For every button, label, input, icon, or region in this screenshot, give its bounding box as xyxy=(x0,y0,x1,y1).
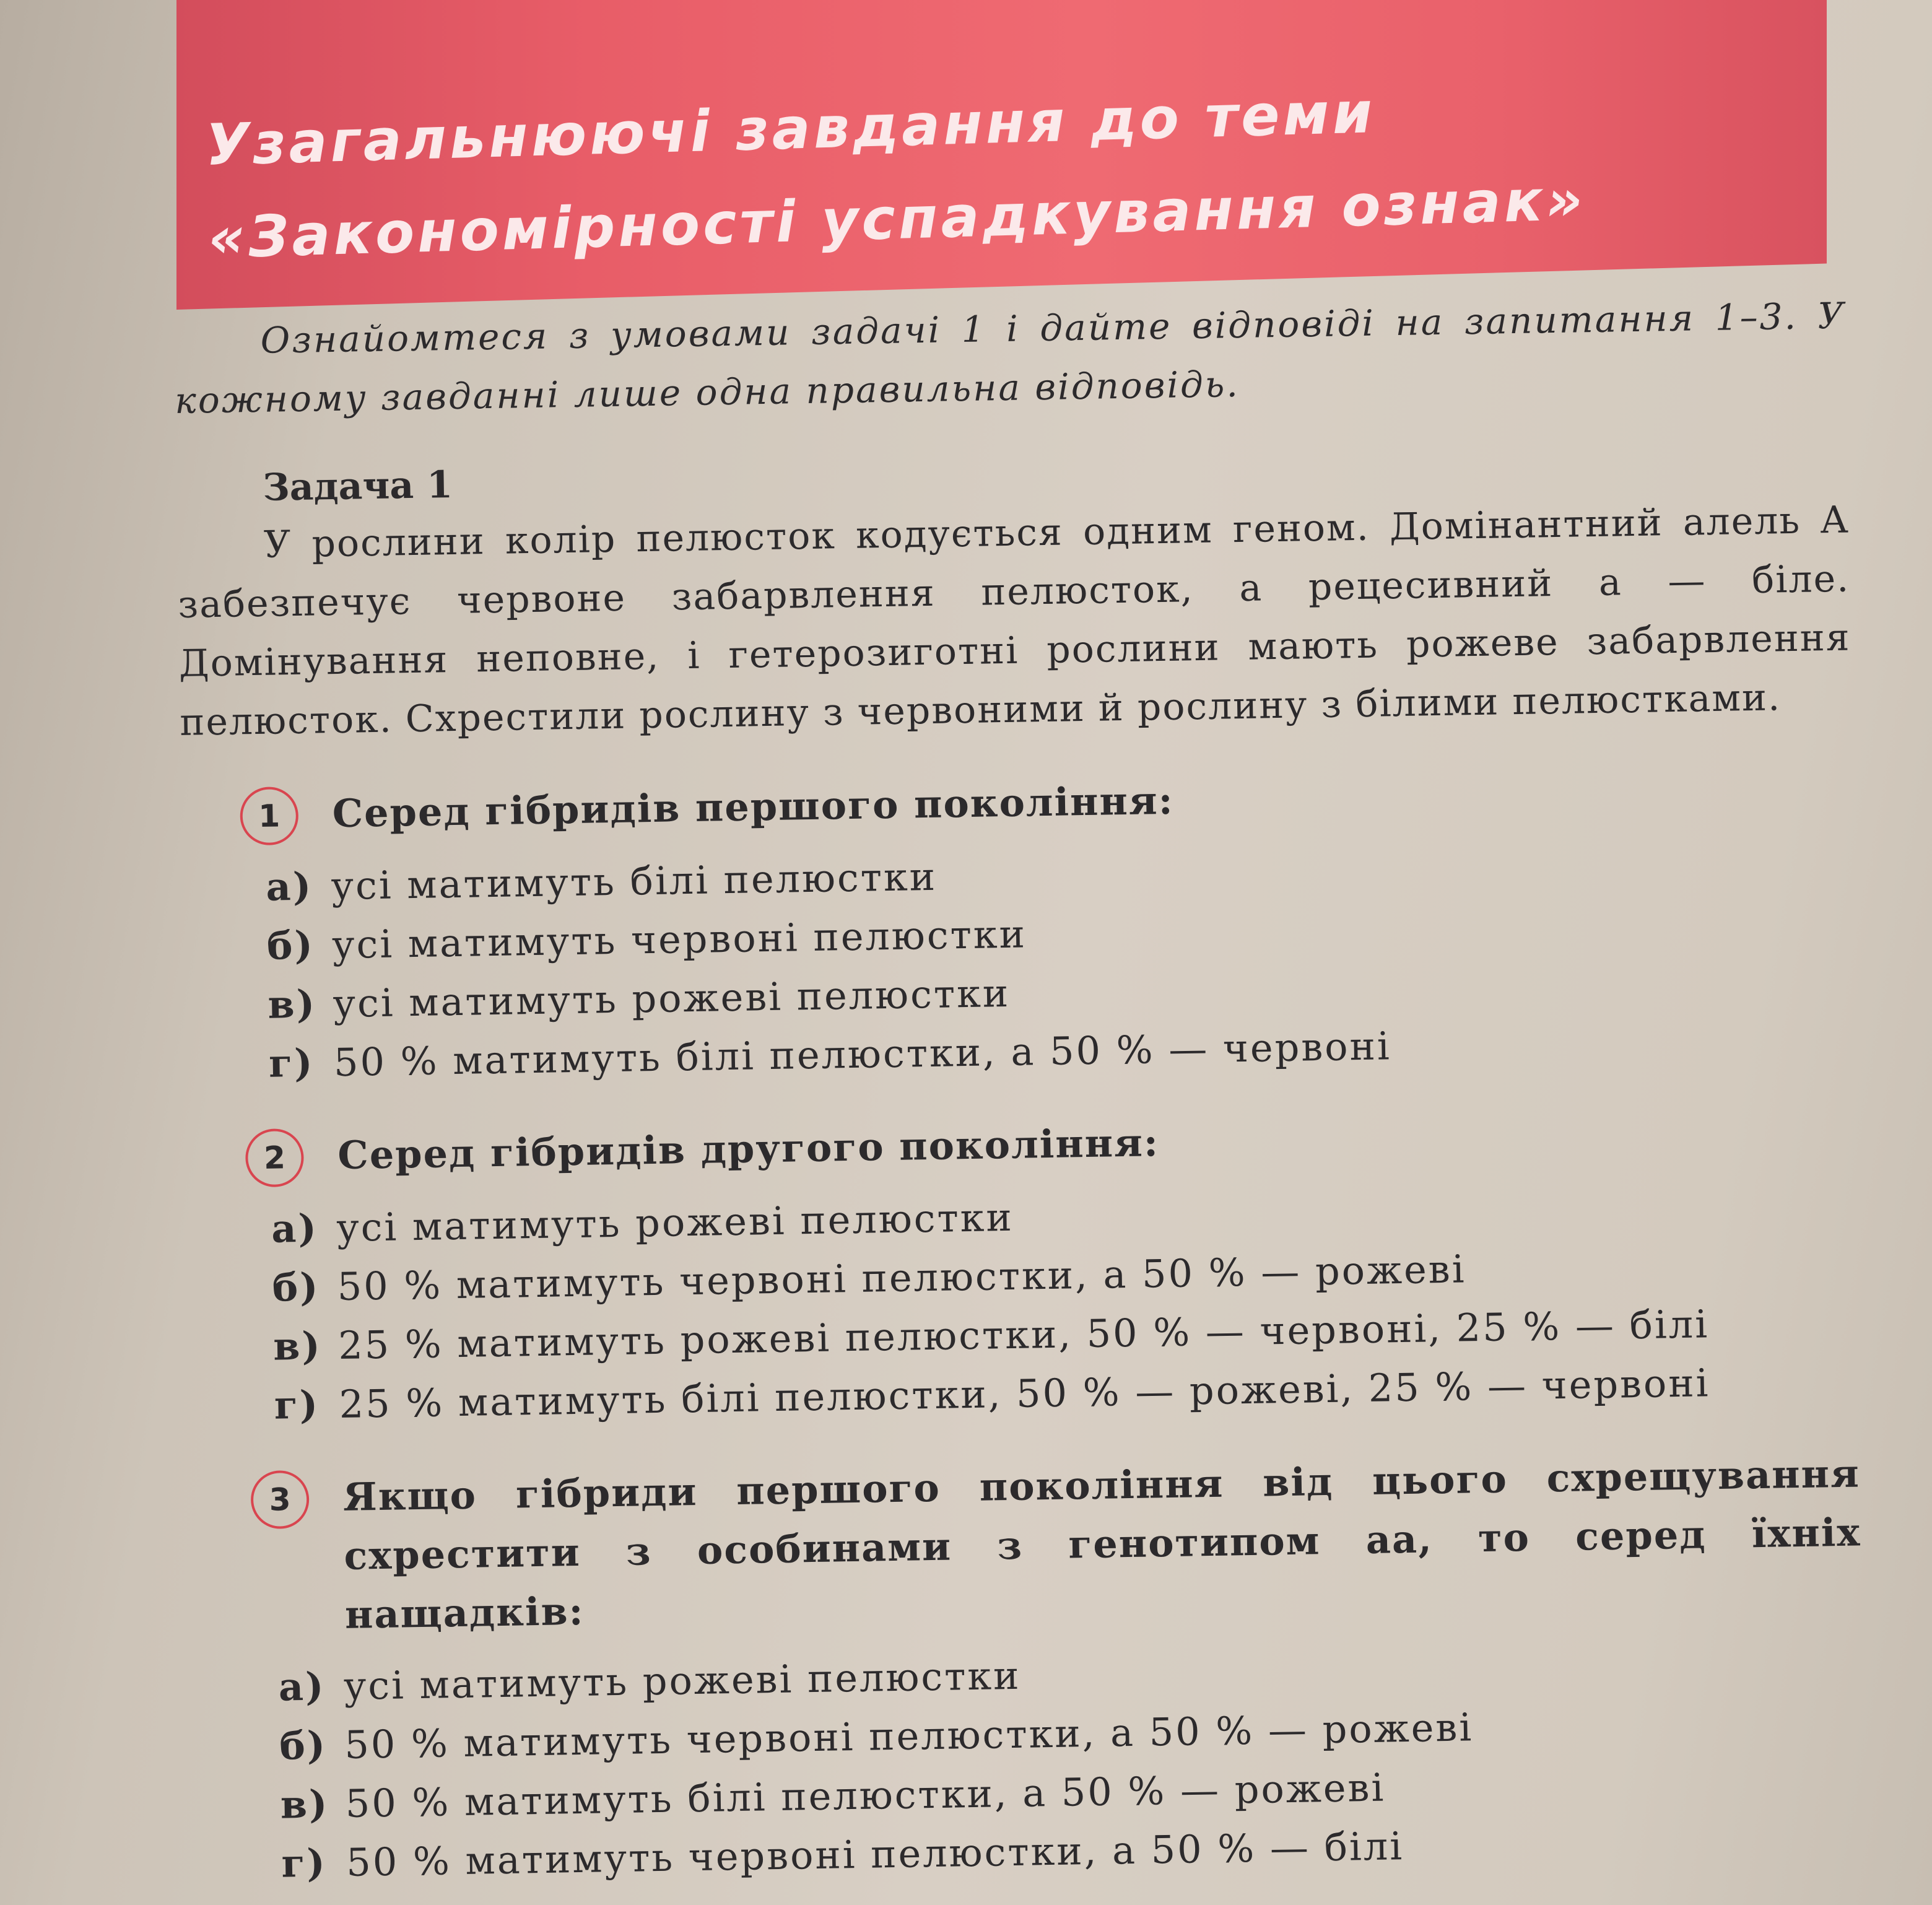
banner-title-line-2: «Закономірності успадкування ознак» xyxy=(207,166,1587,271)
question-text: Серед гібридів другого покоління: xyxy=(337,1120,1160,1178)
option-label: в) xyxy=(272,1323,323,1369)
option-label: в) xyxy=(267,981,317,1027)
option-label: б) xyxy=(272,1264,321,1310)
question-number-badge: 1 xyxy=(240,787,298,845)
question-number-badge: 3 xyxy=(250,1470,309,1529)
content xyxy=(173,287,1870,1894)
option-text: 50 % матимуть червоні пелюстки, а 50 % — білі xyxy=(346,1823,1404,1885)
option-label: б) xyxy=(266,922,315,969)
option-label: г) xyxy=(268,1040,315,1086)
task-text: У рослини колір пелюсток кодується одним геном. Домінантний алель A забезпечує червоне забарвлення пелюсток, а рецесивний a — біле. Домінування неповне, і гетерозиготні рослини мають рожеве забарвлення пелюсток. Схрестили рослину з червоними й рослину з білими пелюстками. xyxy=(177,498,1852,744)
option-label: а) xyxy=(266,863,313,910)
option-text: 50 % матимуть червоні пелюстки, а 50 % — рожеві xyxy=(337,1246,1467,1310)
option-text: усі матимуть рожеві пелюстки xyxy=(336,1194,1014,1251)
instructions: Ознайомтеся з умовами задачі 1 і дайте відповіді на запитання 1–3. У кожному завданні лише одна правильна відповідь. xyxy=(174,294,1846,422)
question-1 xyxy=(181,760,1857,1094)
option-label: г) xyxy=(274,1382,320,1428)
question-2 xyxy=(186,1102,1863,1436)
option-label: а) xyxy=(271,1205,319,1252)
task-title: Задача 1 xyxy=(262,463,453,510)
option-text: 25 % матимуть рожеві пелюстки, 50 % — червоні, 25 % — білі xyxy=(337,1301,1710,1369)
option-label: г) xyxy=(281,1840,328,1886)
question-text: Серед гібридів першого покоління: xyxy=(332,777,1175,837)
answer-options xyxy=(278,1633,1870,1893)
answer-options xyxy=(266,832,1858,1092)
option-text: 25 % матимуть білі пелюстки, 50 % — рожеві, 25 % — червоні xyxy=(339,1360,1711,1428)
option-text: усі матимуть рожеві пелюстки xyxy=(343,1652,1021,1709)
question-text: Якщо гібриди першого покоління від цього схрещування схрестити з особинами з генотипом aa, то серед їхніх нащадків: xyxy=(342,1450,1861,1637)
answer-options xyxy=(271,1174,1863,1434)
option-text: 50 % матимуть червоні пелюстки, а 50 % — рожеві xyxy=(344,1704,1474,1768)
option-text: 50 % матимуть білі пелюстки, а 50 % — червоні xyxy=(333,1023,1392,1086)
question-number-badge: 2 xyxy=(245,1128,304,1187)
banner-title-line-1: Узагальнюючі завдання до теми xyxy=(204,79,1377,178)
option-text: усі матимуть білі пелюстки xyxy=(330,853,938,909)
option-text: 50 % матимуть білі пелюстки, а 50 % — рожеві xyxy=(345,1764,1386,1826)
option-label: а) xyxy=(278,1663,326,1710)
option-label: в) xyxy=(280,1781,329,1828)
option-text: усі матимуть рожеві пелюстки xyxy=(332,970,1011,1027)
question-3 xyxy=(191,1444,1869,1894)
option-text: усі матимуть червоні пелюстки xyxy=(331,911,1027,968)
option-label: б) xyxy=(279,1722,328,1769)
